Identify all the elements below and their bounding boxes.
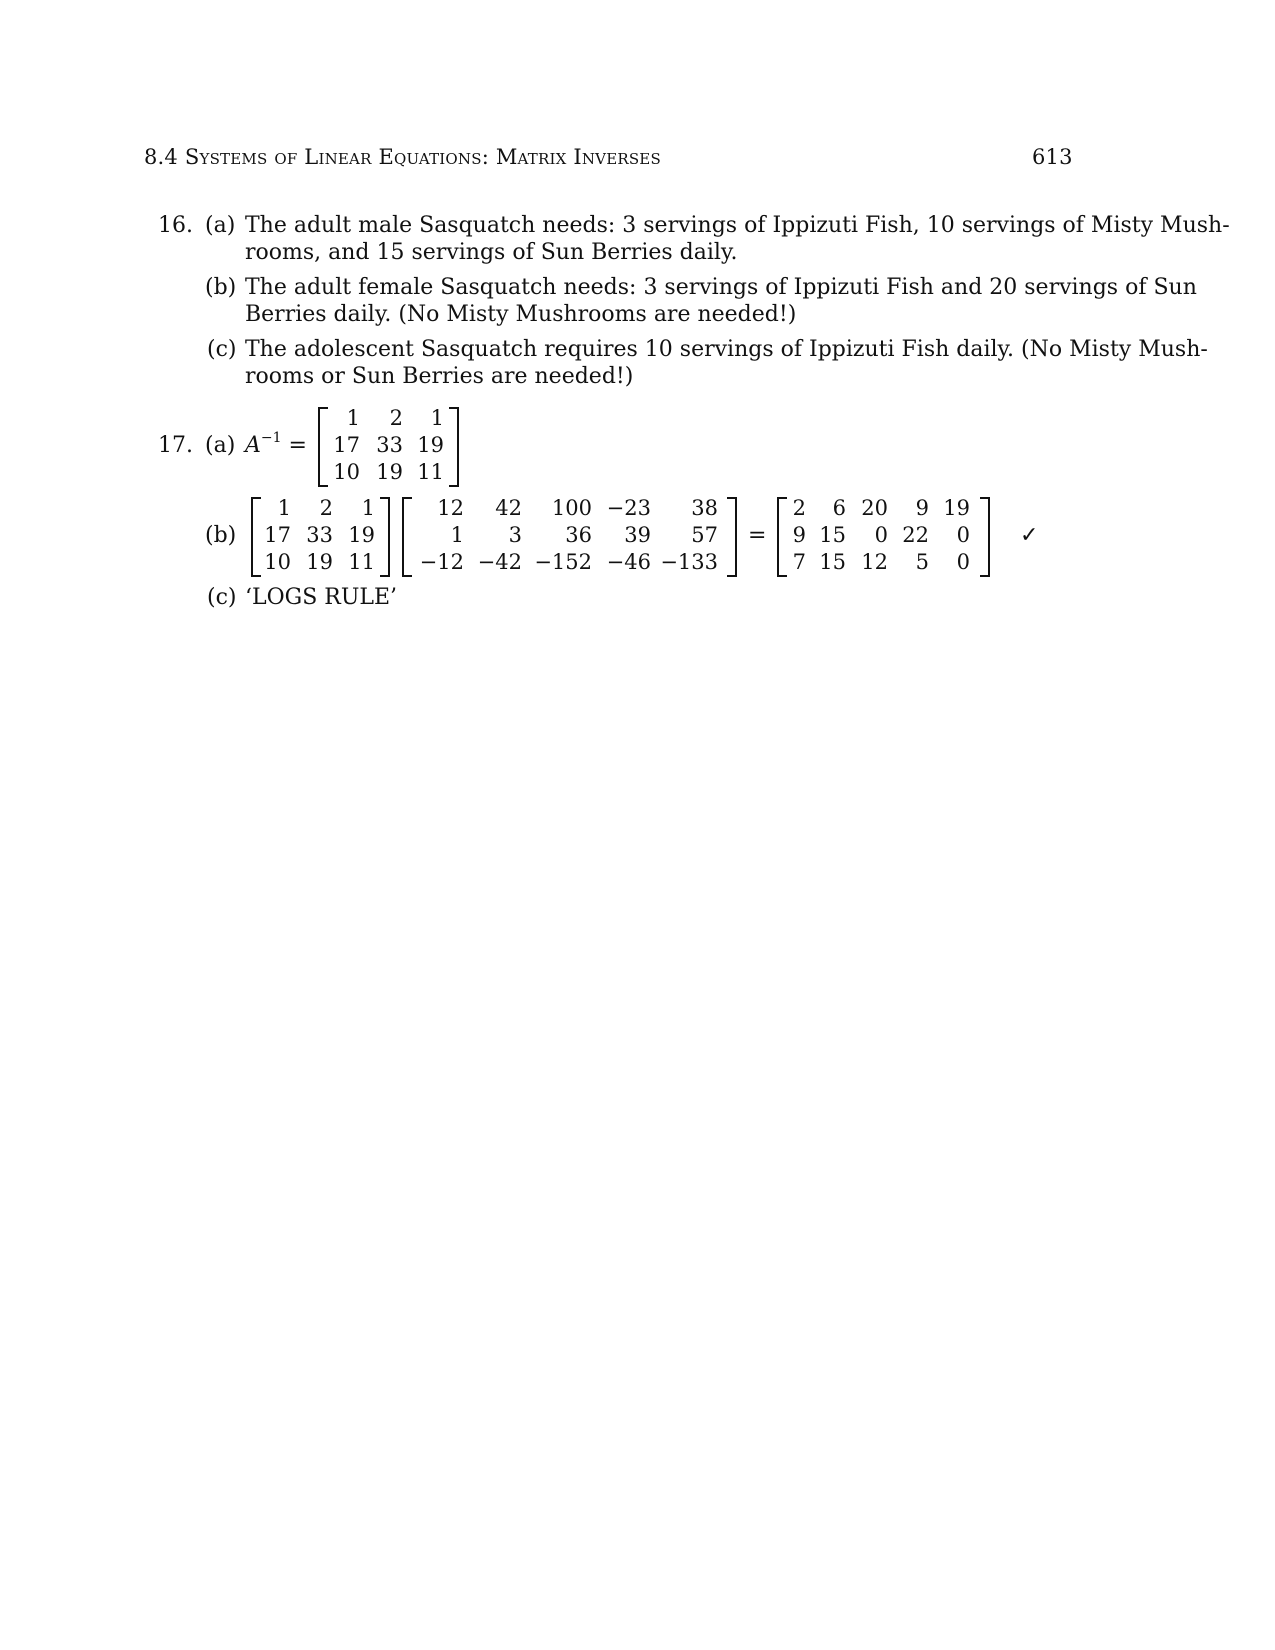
problem-16b-line2: Berries daily. (No Misty Mushrooms are needed!) <box>245 302 797 327</box>
section-title: Systems of Linear Equations: Matrix Inverses <box>184 145 661 169</box>
matrix-cell: 22 <box>902 523 929 547</box>
problem-16c-line2: rooms or Sun Berries are needed!) <box>245 364 634 389</box>
matrix-cell: −152 <box>534 550 592 574</box>
running-header <box>144 145 661 169</box>
matrix-row <box>332 432 444 459</box>
matrix-row <box>264 522 375 549</box>
problem-16b-line1: The adult female Sasquatch needs: 3 servings of Ippizuti Fish and 20 servings of Sun <box>245 275 1197 300</box>
matrix-row <box>264 495 375 522</box>
matrix-cell: 42 <box>495 496 522 520</box>
matrix-cell: 2 <box>389 406 403 430</box>
matrix-row <box>788 495 970 522</box>
matrix-row <box>418 549 718 576</box>
matrix-cell: −133 <box>660 550 718 574</box>
matrix-cell: 1 <box>430 406 444 430</box>
matrix-row <box>264 549 375 576</box>
matrix-cell: 19 <box>417 433 444 457</box>
matrix-cell: 11 <box>348 550 375 574</box>
problem-16a-line2: rooms, and 15 servings of Sun Berries daily. <box>245 240 738 265</box>
matrix-cell: 9 <box>792 523 806 547</box>
matrix-m3-right-bracket <box>980 497 990 577</box>
matrix-cell: 6 <box>832 496 846 520</box>
matrix-cell: 2 <box>319 496 333 520</box>
matrix-cell: 39 <box>624 523 651 547</box>
matrix-cell: 0 <box>956 523 970 547</box>
matrix-cell: 1 <box>277 496 291 520</box>
matrix-cell: 1 <box>450 523 464 547</box>
problem-16b-label: (b) <box>205 275 237 300</box>
matrix-m1-left-bracket <box>251 497 261 577</box>
matrix-a-inverse-right-bracket <box>449 407 459 487</box>
problem-17c-answer: ‘LOGS RULE’ <box>245 585 398 610</box>
matrix-cell: 7 <box>792 550 806 574</box>
matrix-cell: 33 <box>376 433 403 457</box>
matrix-m3 <box>788 495 970 576</box>
matrix-row <box>418 522 718 549</box>
matrix-cell: 38 <box>691 496 718 520</box>
matrix-cell: −46 <box>606 550 651 574</box>
matrix-m3-left-bracket <box>777 497 787 577</box>
matrix-row <box>332 459 444 486</box>
problem-17a-label: (a) <box>205 433 236 458</box>
equals-sign: = <box>288 433 307 458</box>
matrix-symbol: A <box>245 433 261 458</box>
matrix-m1-right-bracket <box>380 497 390 577</box>
problem-16c-label: (c) <box>207 337 237 362</box>
problem-17-number: 17. <box>158 433 193 458</box>
matrix-cell: 11 <box>417 460 444 484</box>
problem-17b-label: (b) <box>205 523 237 548</box>
problem-16c-line1: The adolescent Sasquatch requires 10 servings of Ippizuti Fish daily. (No Misty Mush- <box>245 337 1208 362</box>
matrix-cell: 5 <box>915 550 929 574</box>
matrix-cell: 19 <box>306 550 333 574</box>
matrix-cell: 17 <box>264 523 291 547</box>
matrix-cell: 12 <box>861 550 888 574</box>
problem-17c-label: (c) <box>207 585 237 610</box>
matrix-cell: 1 <box>346 406 360 430</box>
matrix-cell: 15 <box>819 523 846 547</box>
matrix-cell: 100 <box>551 496 592 520</box>
inverse-exponent: −1 <box>260 430 282 446</box>
matrix-cell: 19 <box>348 523 375 547</box>
equals-sign: = <box>748 523 767 548</box>
matrix-cell: 19 <box>376 460 403 484</box>
matrix-cell: 12 <box>437 496 464 520</box>
matrix-cell: 15 <box>819 550 846 574</box>
page-number: 613 <box>1032 145 1073 169</box>
matrix-row <box>788 522 970 549</box>
matrix-cell: 17 <box>333 433 360 457</box>
matrix-cell: 33 <box>306 523 333 547</box>
problem-16a-line1: The adult male Sasquatch needs: 3 servings of Ippizuti Fish, 10 servings of Misty Mush- <box>245 213 1230 238</box>
matrix-cell: 19 <box>943 496 970 520</box>
matrix-cell: 2 <box>792 496 806 520</box>
matrix-cell: 36 <box>565 523 592 547</box>
section-number: 8.4 <box>144 145 178 169</box>
checkmark-icon: ✓ <box>1020 523 1039 548</box>
matrix-m2 <box>418 495 718 576</box>
matrix-cell: −12 <box>419 550 464 574</box>
matrix-cell: 57 <box>691 523 718 547</box>
matrix-a-inverse <box>332 405 444 486</box>
matrix-cell: −42 <box>477 550 522 574</box>
matrix-row <box>418 495 718 522</box>
matrix-cell: 10 <box>264 550 291 574</box>
matrix-cell: 1 <box>361 496 375 520</box>
matrix-row <box>788 549 970 576</box>
matrix-cell: 0 <box>956 550 970 574</box>
problem-16-number: 16. <box>158 213 193 238</box>
matrix-cell: 0 <box>874 523 888 547</box>
matrix-row <box>332 405 444 432</box>
matrix-a-inverse-left-bracket <box>318 407 328 487</box>
matrix-m2-left-bracket <box>402 497 412 577</box>
matrix-cell: 10 <box>333 460 360 484</box>
matrix-cell: −23 <box>606 496 651 520</box>
matrix-cell: 9 <box>915 496 929 520</box>
matrix-cell: 3 <box>508 523 522 547</box>
problem-16a-label: (a) <box>205 213 236 238</box>
matrix-m2-right-bracket <box>727 497 737 577</box>
inverse-expression <box>245 432 307 462</box>
matrix-cell: 20 <box>861 496 888 520</box>
matrix-m1 <box>264 495 375 576</box>
